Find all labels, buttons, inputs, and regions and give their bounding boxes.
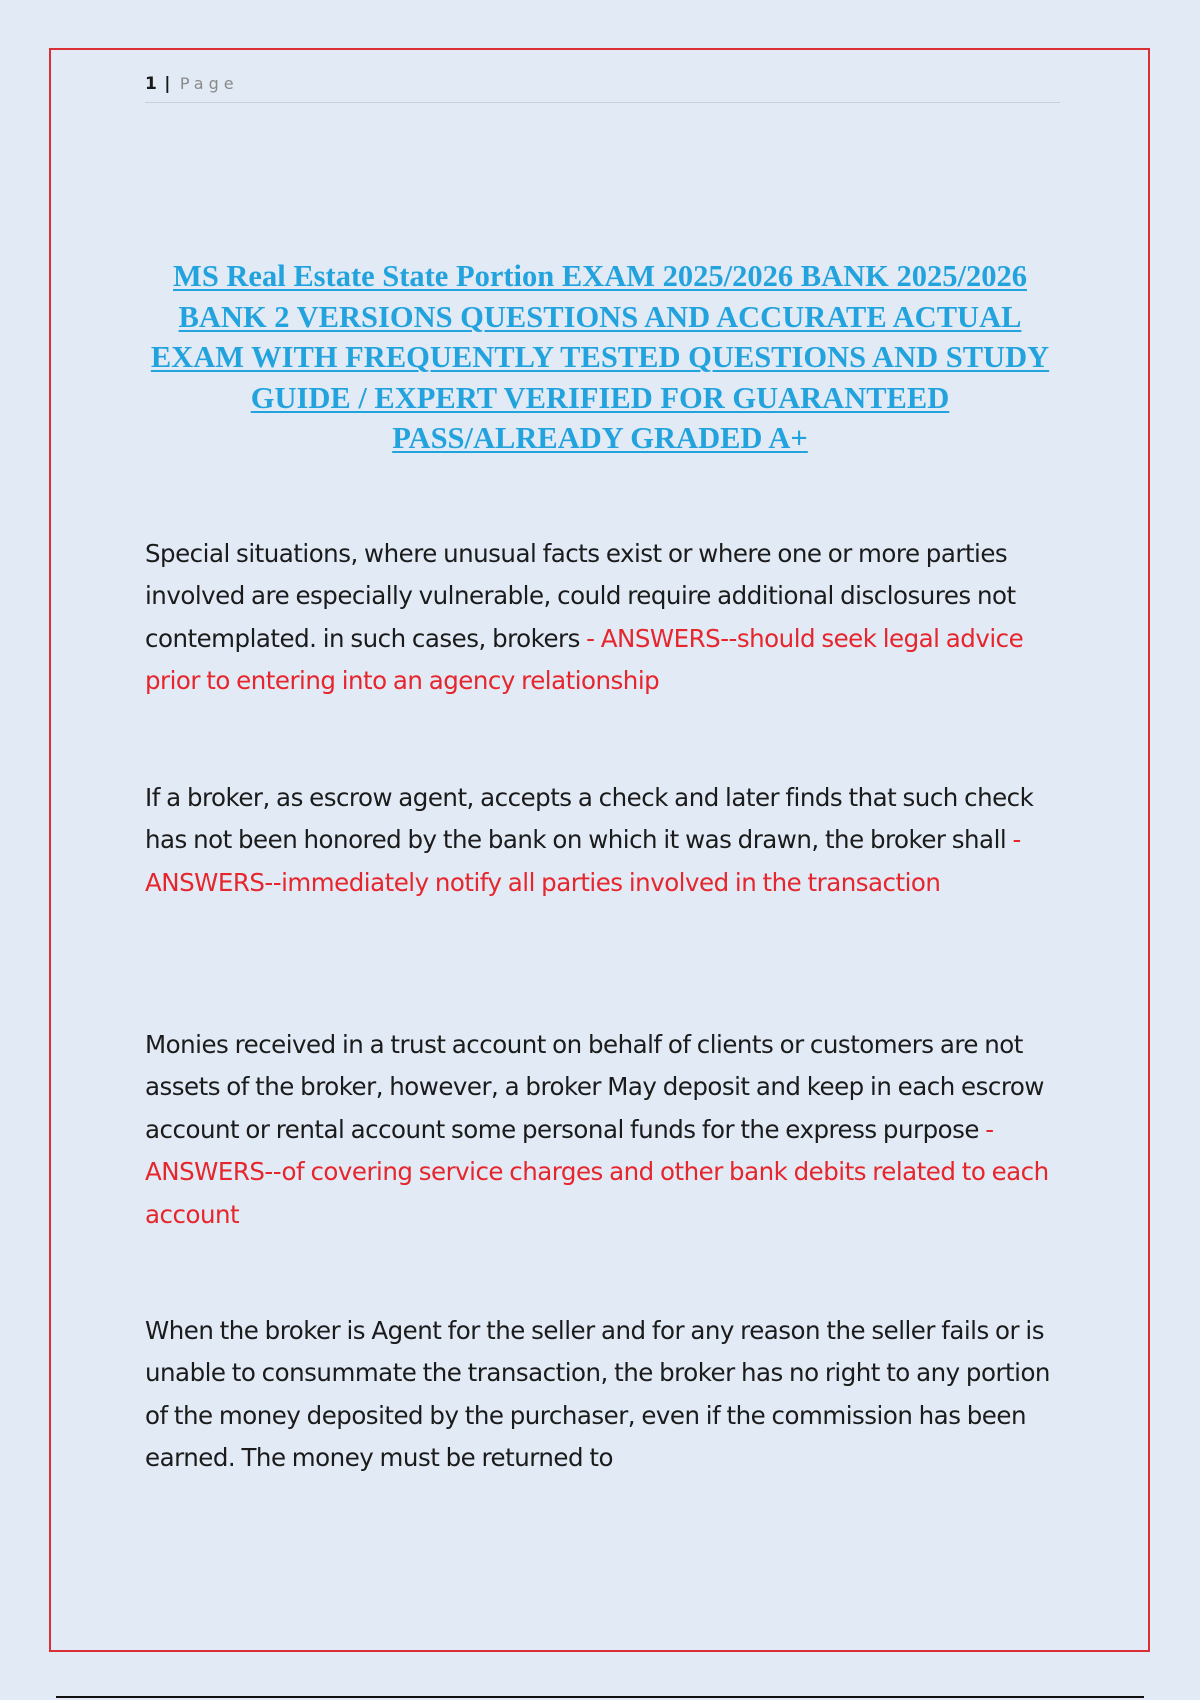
answer-text: - ANSWERS--should seek legal advice prior to entering into an agency relationship <box>145 623 1024 696</box>
question-text: Special situations, where unusual facts exist or where one or more parties involved are especially vulnerable, could require additional disclosures not contemplated. in such cases, brokers <box>145 539 1016 653</box>
question-text: Monies received in a trust account on behalf of clients or customers are not assets of the broker, however, a broker May deposit and keep in each escrow account or rental account some personal funds for the express purpose <box>145 1030 1044 1144</box>
question-block <box>145 533 1065 703</box>
page-separator: | <box>164 74 171 94</box>
question-block <box>145 1310 1065 1480</box>
page-number: 1 <box>145 74 157 94</box>
page-label: Page <box>179 74 239 93</box>
document-title[interactable]: MS Real Estate State Portion EXAM 2025/2026 BANK 2025/2026 BANK 2 VERSIONS QUESTIONS AND ACCURATE ACTUAL EXAM WITH FREQUENTLY TESTED QUESTIONS AND STUDY GUIDE / EXPERT VERIFIED FOR GUARANTEED PASS/ALREADY GRADED A+ <box>150 259 1050 455</box>
question-text: If a broker, as escrow agent, accepts a check and later finds that such check has not been honored by the bank on which it was drawn, the broker shall <box>145 783 1034 855</box>
question-text: When the broker is Agent for the seller and for any reason the seller fails or is unable to consummate the transaction, the broker has no right to any portion of the money deposited by the purchaser, even if the commission has been earned. The money must be returned to <box>145 1316 1050 1473</box>
answer-text: - ANSWERS--immediately notify all parties involved in the transaction <box>145 825 1021 897</box>
answer-text: - ANSWERS--of covering service charges and other bank debits related to each account <box>145 1114 1049 1229</box>
question-block <box>145 777 1065 904</box>
bottom-divider <box>56 1696 1144 1698</box>
page-header <box>145 72 1060 103</box>
question-block <box>145 1024 1065 1236</box>
